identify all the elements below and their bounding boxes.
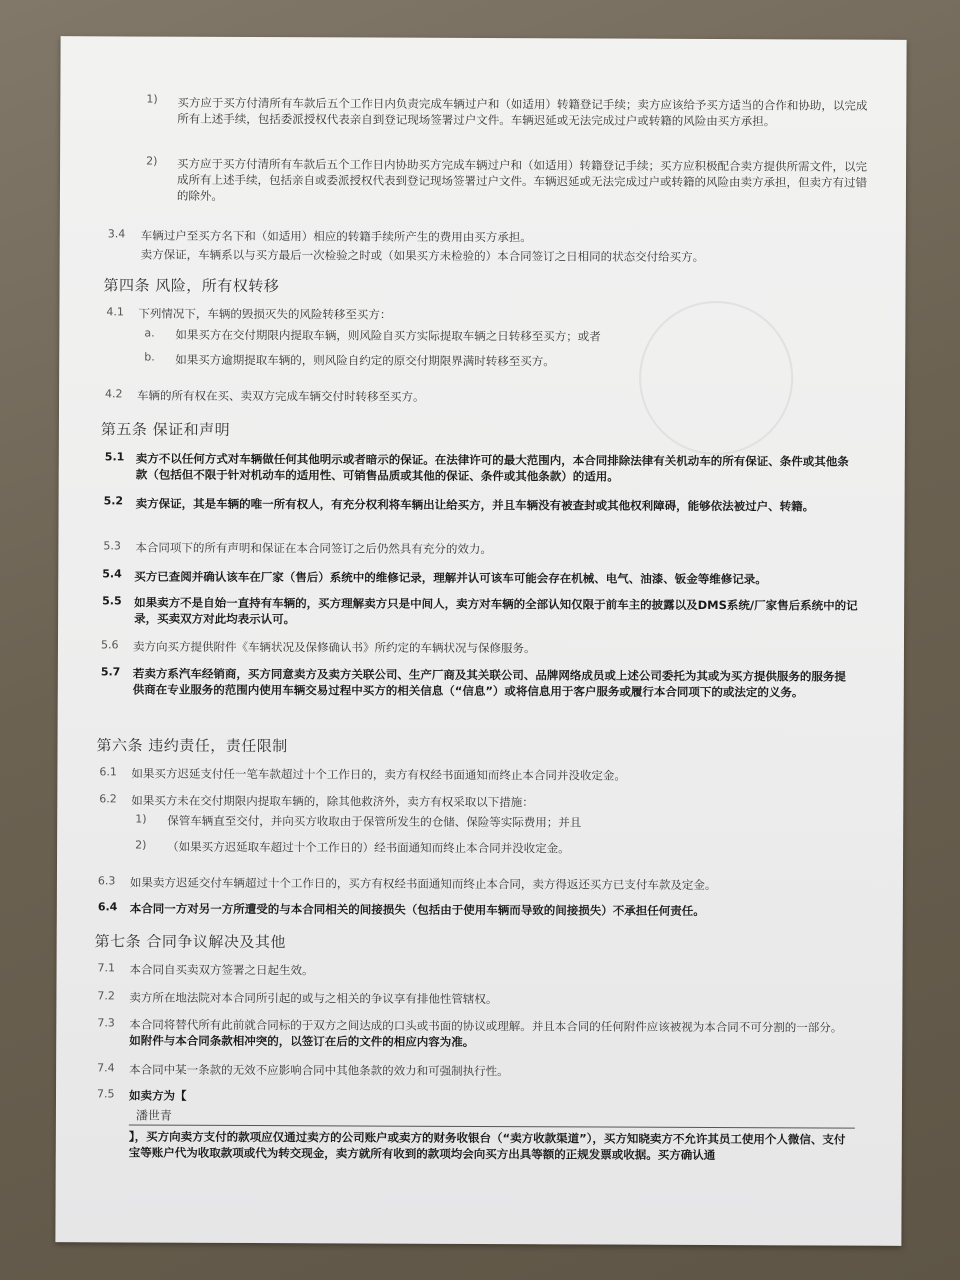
sub-item-text: （如果买方迟延取车超过十个工作日的）经书面通知而终止本合同并没收定金。 — [167, 839, 570, 856]
clause-text: 本合同一方对另一方所遭受的与本合同相关的间接损失（包括由于使用车辆而导致的间接损失）不承担任何责任。 — [129, 901, 705, 918]
clause-number: 6.4 — [97, 900, 118, 914]
clause-number: 5.5 — [102, 594, 122, 608]
clause-number: 7.3 — [97, 1016, 115, 1030]
clause-number: 5.6 — [100, 638, 119, 652]
clause-text: 如果卖方迟延交付车辆超过十个工作日的，买方有权经书面通知而终止本合同，卖方得返还买方已支付车款及定金。 — [129, 875, 717, 893]
clause-number: 6.3 — [97, 874, 116, 888]
clause-number: 7.1 — [97, 961, 116, 975]
clause-number: 4.2 — [105, 387, 123, 401]
clause-number: 7.5 — [96, 1087, 115, 1101]
clause-text: 买方已查阅并确认该车在厂家（售后）系统中的维修记录，理解并认可该车可能会存在机械、电气、油漆、钣金等维修记录。 — [134, 569, 767, 587]
clause-text: 卖方向买方提供附件《车辆状况及保修确认书》所约定的车辆状况与保修服务。 — [132, 639, 536, 656]
clause-number: 5.7 — [100, 665, 121, 679]
contract-page — [55, 36, 906, 1246]
clause-text: 卖方所在地法院对本合同所引起的或与之相关的争议享有排他性管辖权。 — [129, 990, 498, 1007]
clause-text: 如果卖方不是自始一直持有车辆的，买方理解卖方只是中间人，卖方对车辆的全部认知仅限于前车主的披露以及DMS系统/厂家售后系统中的记录，买卖双方对此均表示认可。 — [134, 595, 858, 627]
sub-item-number: a. — [144, 326, 155, 340]
clause-text: 】，买方向卖方支付的款项应仅通过卖方的公司账户或卖方的财务收银台（“卖方收款渠道”），买方知晓卖方不允许其员工使用个人微信、支付宝等账户代为收取款项或代为转交现金，卖方就所有收到的款项均会向买方出具等额的正规发票或收据。买方确认通 — [128, 1129, 846, 1163]
clause-text: 本合同项下的所有声明和保证在本合同签订之后仍然具有充分的效力。 — [135, 540, 492, 557]
article-heading: 第六条 违约责任，责任限制 — [96, 736, 288, 756]
sub-item-text: 如果买方逾期提取车辆的，则风险自约定的原交付期限界满时转移至买方。 — [175, 352, 555, 369]
item-text: 买方应于买方付清所有车款后五个工作日内负责完成车辆过户和（如适用）转籍登记手续；卖方应该给予买方适当的合作和协助，以完成所有上述手续，包括委派授权代表亲自到登记现场签署过户文件。车辆迟延或无法完成过户或转籍的风险由买方承担。 — [177, 95, 868, 129]
clause-number: 5.1 — [104, 450, 125, 464]
sub-item-text: 如果买方在交付期限内提取车辆，则风险自买方实际提取车辆之日转移至买方；或者 — [175, 327, 601, 344]
clause-text: 卖方保证，车辆系以与买方最后一次检验之时或（如果买方未检验的）本合同签订之日相同的状态交付给买方。 — [140, 247, 705, 264]
sub-item-text: 保管车辆直至交付，并向买方收取由于保管所发生的仓储、保险等实际费用；并且 — [167, 813, 582, 830]
clause-text: 如果买方迟延支付任一笔车款超过十个工作日的，卖方有权经书面通知而终止本合同并没收定金。 — [131, 766, 626, 783]
clause-text-emphasis: 如附件与本合同条款相冲突的，以签订在后的文件的相应内容为准。 — [129, 1033, 475, 1049]
item-text: 买方应于买方付清所有车款后五个工作日内协助买方完成车辆过户和（如适用）转籍登记手续；买方应积极配合卖方提供所需文件，以完成所有上述手续，包括亲自或委派授权代表到登记现场签署过户文件。车辆迟延或无法完成过户或转籍的风险由卖方承担，但卖方有过错的除外。 — [176, 156, 868, 203]
clause-text: 本合同中某一条款的无效不应影响合同中其他条款的效力和可强制执行性。 — [129, 1062, 509, 1079]
sub-item-number: 1) — [135, 812, 147, 826]
clause-number: 6.2 — [99, 792, 117, 806]
seller-label: 如卖方为【 — [128, 1088, 187, 1103]
clause-text: 卖方保证，其是车辆的唯一所有权人，有充分权利将车辆出让给买方，并且车辆没有被查封或其他权利障碍，能够依法被过户、转籍。 — [135, 496, 815, 514]
clause-text: 本合同自买卖双方签署之日起生效。 — [129, 962, 314, 978]
sub-item-number: 2) — [135, 838, 147, 852]
clause-text: 卖方不以任何方式对车辆做任何其他明示或者暗示的保证。在法律许可的最大范围内，本合同排除法律有关机动车的所有保证、条件或其他条款（包括但不限于针对机动车的适用性、可销售品质或其他的保证、条件或其他条款）的适用。 — [135, 451, 849, 484]
clause-text: 若卖方系汽车经销商，买方同意卖方及卖方关联公司、生产厂商及其关联公司、品牌网络成员或上述公司委托为其或为买方提供服务的服务提供商在专业服务的范围内使用车辆交易过程中买方的相关信息（“信息”）或将信息用于客户服务或履行本合同项下的或法定的义务。 — [132, 666, 846, 700]
clause-text: 车辆过户至买方名下和（如适用）相应的转籍手续所产生的费用由买方承担。 — [140, 228, 532, 245]
sub-item-number: b. — [144, 350, 155, 364]
clause-text: 车辆的所有权在买、卖双方完成车辆交付时转移至买方。 — [137, 388, 425, 404]
article-heading: 第四条 风险，所有权转移 — [103, 276, 280, 296]
item-number: 1) — [146, 92, 158, 106]
clause-number: 7.4 — [97, 1061, 115, 1075]
clause-number: 5.4 — [102, 567, 122, 581]
clause-number: 4.1 — [106, 305, 124, 319]
article-heading: 第五条 保证和声明 — [100, 420, 231, 439]
clause-text — [129, 1016, 853, 1051]
clause-text-part: 本合同将替代所有此前就合同标的于双方之间达成的口头或书面的协议或理解。并且本合同的任何附件应该被视为本合同不可分割的一部分。 — [129, 1017, 843, 1035]
clause-number: 7.2 — [97, 989, 115, 1003]
item-number: 2) — [146, 154, 158, 168]
handwritten-seller-name: 潘世青 — [135, 1108, 172, 1123]
clause-number: 6.1 — [99, 765, 117, 779]
clause-text: 下列情况下，车辆的毁损灭失的风险转移至买方： — [138, 306, 392, 322]
clause-text: 如果买方未在交付期限内提取车辆的，除其他救济外，卖方有权采取以下措施： — [131, 793, 534, 810]
clause-number: 3.4 — [107, 227, 126, 241]
clause-number: 5.3 — [103, 539, 121, 553]
clause-number: 5.2 — [103, 494, 124, 508]
article-heading: 第七条 合同争议解决及其他 — [94, 932, 287, 952]
